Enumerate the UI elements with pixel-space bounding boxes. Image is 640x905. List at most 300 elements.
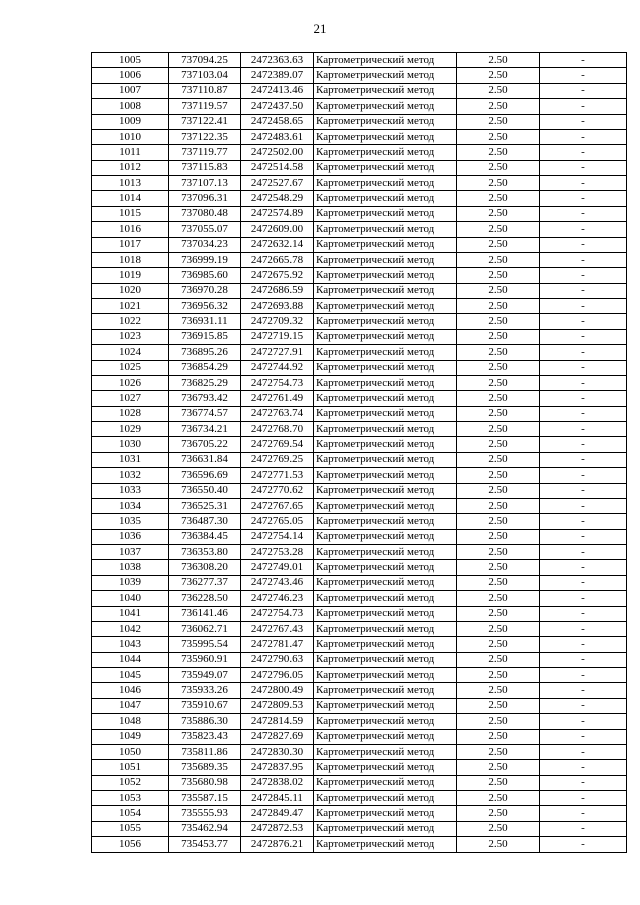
table-row bbox=[92, 514, 627, 529]
point-number-cell: 1021 bbox=[92, 299, 169, 314]
note-cell: - bbox=[540, 591, 627, 606]
accuracy-cell: 2.50 bbox=[457, 329, 540, 344]
y-coordinate-cell: 2472665.78 bbox=[241, 252, 314, 267]
note-cell: - bbox=[540, 560, 627, 575]
table-row bbox=[92, 591, 627, 606]
note-cell: - bbox=[540, 483, 627, 498]
accuracy-cell: 2.50 bbox=[457, 668, 540, 683]
table-row bbox=[92, 252, 627, 267]
accuracy-cell: 2.50 bbox=[457, 760, 540, 775]
table-row bbox=[92, 375, 627, 390]
note-cell: - bbox=[540, 129, 627, 144]
y-coordinate-cell: 2472770.62 bbox=[241, 483, 314, 498]
accuracy-cell: 2.50 bbox=[457, 545, 540, 560]
point-number-cell: 1047 bbox=[92, 698, 169, 713]
table-row bbox=[92, 237, 627, 252]
y-coordinate-cell: 2472693.88 bbox=[241, 299, 314, 314]
point-number-cell: 1044 bbox=[92, 652, 169, 667]
note-cell: - bbox=[540, 714, 627, 729]
point-number-cell: 1013 bbox=[92, 176, 169, 191]
note-cell: - bbox=[540, 191, 627, 206]
method-cell: Картометрический метод bbox=[314, 575, 457, 590]
y-coordinate-cell: 2472514.58 bbox=[241, 160, 314, 175]
accuracy-cell: 2.50 bbox=[457, 637, 540, 652]
x-coordinate-cell: 736141.46 bbox=[169, 606, 241, 621]
y-coordinate-cell: 2472632.14 bbox=[241, 237, 314, 252]
x-coordinate-cell: 736793.42 bbox=[169, 391, 241, 406]
accuracy-cell: 2.50 bbox=[457, 299, 540, 314]
note-cell: - bbox=[540, 391, 627, 406]
y-coordinate-cell: 2472761.49 bbox=[241, 391, 314, 406]
accuracy-cell: 2.50 bbox=[457, 837, 540, 852]
point-number-cell: 1041 bbox=[92, 606, 169, 621]
accuracy-cell: 2.50 bbox=[457, 360, 540, 375]
table-row bbox=[92, 545, 627, 560]
note-cell: - bbox=[540, 222, 627, 237]
y-coordinate-cell: 2472502.00 bbox=[241, 145, 314, 160]
method-cell: Картометрический метод bbox=[314, 837, 457, 852]
table-row bbox=[92, 222, 627, 237]
table-row bbox=[92, 83, 627, 98]
x-coordinate-cell: 735555.93 bbox=[169, 806, 241, 821]
y-coordinate-cell: 2472548.29 bbox=[241, 191, 314, 206]
x-coordinate-cell: 736774.57 bbox=[169, 406, 241, 421]
x-coordinate-cell: 737107.13 bbox=[169, 176, 241, 191]
method-cell: Картометрический метод bbox=[314, 222, 457, 237]
note-cell: - bbox=[540, 729, 627, 744]
y-coordinate-cell: 2472754.73 bbox=[241, 606, 314, 621]
y-coordinate-cell: 2472527.67 bbox=[241, 176, 314, 191]
y-coordinate-cell: 2472769.25 bbox=[241, 452, 314, 467]
x-coordinate-cell: 736550.40 bbox=[169, 483, 241, 498]
point-number-cell: 1010 bbox=[92, 129, 169, 144]
x-coordinate-cell: 736854.29 bbox=[169, 360, 241, 375]
method-cell: Картометрический метод bbox=[314, 283, 457, 298]
point-number-cell: 1032 bbox=[92, 468, 169, 483]
method-cell: Картометрический метод bbox=[314, 191, 457, 206]
x-coordinate-cell: 737080.48 bbox=[169, 206, 241, 221]
method-cell: Картометрический метод bbox=[314, 252, 457, 267]
table-row bbox=[92, 452, 627, 467]
x-coordinate-cell: 737096.31 bbox=[169, 191, 241, 206]
table-row bbox=[92, 560, 627, 575]
table-row bbox=[92, 176, 627, 191]
accuracy-cell: 2.50 bbox=[457, 53, 540, 68]
y-coordinate-cell: 2472790.63 bbox=[241, 652, 314, 667]
table-row bbox=[92, 268, 627, 283]
note-cell: - bbox=[540, 529, 627, 544]
y-coordinate-cell: 2472743.46 bbox=[241, 575, 314, 590]
method-cell: Картометрический метод bbox=[314, 406, 457, 421]
x-coordinate-cell: 736596.69 bbox=[169, 468, 241, 483]
x-coordinate-cell: 735910.67 bbox=[169, 698, 241, 713]
point-number-cell: 1038 bbox=[92, 560, 169, 575]
y-coordinate-cell: 2472771.53 bbox=[241, 468, 314, 483]
note-cell: - bbox=[540, 452, 627, 467]
note-cell: - bbox=[540, 468, 627, 483]
x-coordinate-cell: 736985.60 bbox=[169, 268, 241, 283]
method-cell: Картометрический метод bbox=[314, 53, 457, 68]
page-number: 21 bbox=[313, 21, 327, 36]
table-row bbox=[92, 145, 627, 160]
point-number-cell: 1035 bbox=[92, 514, 169, 529]
x-coordinate-cell: 736895.26 bbox=[169, 345, 241, 360]
table-row bbox=[92, 345, 627, 360]
x-coordinate-cell: 737119.77 bbox=[169, 145, 241, 160]
accuracy-cell: 2.50 bbox=[457, 268, 540, 283]
table-row bbox=[92, 821, 627, 836]
y-coordinate-cell: 2472800.49 bbox=[241, 683, 314, 698]
accuracy-cell: 2.50 bbox=[457, 621, 540, 636]
note-cell: - bbox=[540, 176, 627, 191]
table-row bbox=[92, 729, 627, 744]
table-row bbox=[92, 360, 627, 375]
y-coordinate-cell: 2472769.54 bbox=[241, 437, 314, 452]
note-cell: - bbox=[540, 437, 627, 452]
x-coordinate-cell: 736734.21 bbox=[169, 422, 241, 437]
point-number-cell: 1033 bbox=[92, 483, 169, 498]
y-coordinate-cell: 2472765.05 bbox=[241, 514, 314, 529]
x-coordinate-cell: 735995.54 bbox=[169, 637, 241, 652]
y-coordinate-cell: 2472709.32 bbox=[241, 314, 314, 329]
note-cell: - bbox=[540, 652, 627, 667]
method-cell: Картометрический метод bbox=[314, 560, 457, 575]
x-coordinate-cell: 736487.30 bbox=[169, 514, 241, 529]
table-row bbox=[92, 329, 627, 344]
x-coordinate-cell: 735680.98 bbox=[169, 775, 241, 790]
table-row bbox=[92, 637, 627, 652]
note-cell: - bbox=[540, 698, 627, 713]
table-row bbox=[92, 68, 627, 83]
note-cell: - bbox=[540, 145, 627, 160]
method-cell: Картометрический метод bbox=[314, 68, 457, 83]
accuracy-cell: 2.50 bbox=[457, 821, 540, 836]
method-cell: Картометрический метод bbox=[314, 114, 457, 129]
point-number-cell: 1017 bbox=[92, 237, 169, 252]
note-cell: - bbox=[540, 821, 627, 836]
x-coordinate-cell: 736970.28 bbox=[169, 283, 241, 298]
x-coordinate-cell: 736384.45 bbox=[169, 529, 241, 544]
point-number-cell: 1012 bbox=[92, 160, 169, 175]
method-cell: Картометрический метод bbox=[314, 452, 457, 467]
accuracy-cell: 2.50 bbox=[457, 452, 540, 467]
note-cell: - bbox=[540, 314, 627, 329]
y-coordinate-cell: 2472675.92 bbox=[241, 268, 314, 283]
method-cell: Картометрический метод bbox=[314, 775, 457, 790]
x-coordinate-cell: 737115.83 bbox=[169, 160, 241, 175]
point-number-cell: 1048 bbox=[92, 714, 169, 729]
note-cell: - bbox=[540, 498, 627, 513]
method-cell: Картометрический метод bbox=[314, 391, 457, 406]
table-row bbox=[92, 498, 627, 513]
y-coordinate-cell: 2472830.30 bbox=[241, 744, 314, 759]
method-cell: Картометрический метод bbox=[314, 437, 457, 452]
table-row bbox=[92, 283, 627, 298]
point-number-cell: 1009 bbox=[92, 114, 169, 129]
y-coordinate-cell: 2472872.53 bbox=[241, 821, 314, 836]
x-coordinate-cell: 736353.80 bbox=[169, 545, 241, 560]
accuracy-cell: 2.50 bbox=[457, 160, 540, 175]
y-coordinate-cell: 2472845.11 bbox=[241, 791, 314, 806]
note-cell: - bbox=[540, 268, 627, 283]
point-number-cell: 1028 bbox=[92, 406, 169, 421]
method-cell: Картометрический метод bbox=[314, 329, 457, 344]
method-cell: Картометрический метод bbox=[314, 698, 457, 713]
y-coordinate-cell: 2472781.47 bbox=[241, 637, 314, 652]
point-number-cell: 1005 bbox=[92, 53, 169, 68]
method-cell: Картометрический метод bbox=[314, 129, 457, 144]
point-number-cell: 1024 bbox=[92, 345, 169, 360]
point-number-cell: 1036 bbox=[92, 529, 169, 544]
point-number-cell: 1045 bbox=[92, 668, 169, 683]
table-row bbox=[92, 575, 627, 590]
note-cell: - bbox=[540, 637, 627, 652]
y-coordinate-cell: 2472746.23 bbox=[241, 591, 314, 606]
point-number-cell: 1053 bbox=[92, 791, 169, 806]
x-coordinate-cell: 736631.84 bbox=[169, 452, 241, 467]
table-row bbox=[92, 314, 627, 329]
point-number-cell: 1030 bbox=[92, 437, 169, 452]
table-row bbox=[92, 437, 627, 452]
method-cell: Картометрический метод bbox=[314, 375, 457, 390]
point-number-cell: 1025 bbox=[92, 360, 169, 375]
note-cell: - bbox=[540, 575, 627, 590]
x-coordinate-cell: 735811.86 bbox=[169, 744, 241, 759]
x-coordinate-cell: 737119.57 bbox=[169, 99, 241, 114]
y-coordinate-cell: 2472767.43 bbox=[241, 621, 314, 636]
table-row bbox=[92, 53, 627, 68]
x-coordinate-cell: 736525.31 bbox=[169, 498, 241, 513]
accuracy-cell: 2.50 bbox=[457, 68, 540, 83]
note-cell: - bbox=[540, 422, 627, 437]
accuracy-cell: 2.50 bbox=[457, 591, 540, 606]
accuracy-cell: 2.50 bbox=[457, 83, 540, 98]
accuracy-cell: 2.50 bbox=[457, 729, 540, 744]
method-cell: Картометрический метод bbox=[314, 176, 457, 191]
note-cell: - bbox=[540, 791, 627, 806]
accuracy-cell: 2.50 bbox=[457, 606, 540, 621]
x-coordinate-cell: 737055.07 bbox=[169, 222, 241, 237]
y-coordinate-cell: 2472389.07 bbox=[241, 68, 314, 83]
accuracy-cell: 2.50 bbox=[457, 560, 540, 575]
method-cell: Картометрический метод bbox=[314, 529, 457, 544]
point-number-cell: 1026 bbox=[92, 375, 169, 390]
note-cell: - bbox=[540, 83, 627, 98]
y-coordinate-cell: 2472754.73 bbox=[241, 375, 314, 390]
note-cell: - bbox=[540, 283, 627, 298]
y-coordinate-cell: 2472814.59 bbox=[241, 714, 314, 729]
x-coordinate-cell: 736705.22 bbox=[169, 437, 241, 452]
note-cell: - bbox=[540, 775, 627, 790]
accuracy-cell: 2.50 bbox=[457, 652, 540, 667]
x-coordinate-cell: 737110.87 bbox=[169, 83, 241, 98]
accuracy-cell: 2.50 bbox=[457, 176, 540, 191]
table-row bbox=[92, 406, 627, 421]
accuracy-cell: 2.50 bbox=[457, 283, 540, 298]
y-coordinate-cell: 2472753.28 bbox=[241, 545, 314, 560]
table-row bbox=[92, 714, 627, 729]
method-cell: Картометрический метод bbox=[314, 714, 457, 729]
y-coordinate-cell: 2472767.65 bbox=[241, 498, 314, 513]
note-cell: - bbox=[540, 606, 627, 621]
y-coordinate-cell: 2472796.05 bbox=[241, 668, 314, 683]
y-coordinate-cell: 2472437.50 bbox=[241, 99, 314, 114]
x-coordinate-cell: 736062.71 bbox=[169, 621, 241, 636]
y-coordinate-cell: 2472876.21 bbox=[241, 837, 314, 852]
x-coordinate-cell: 735960.91 bbox=[169, 652, 241, 667]
accuracy-cell: 2.50 bbox=[457, 744, 540, 759]
accuracy-cell: 2.50 bbox=[457, 314, 540, 329]
table-row bbox=[92, 99, 627, 114]
accuracy-cell: 2.50 bbox=[457, 237, 540, 252]
point-number-cell: 1043 bbox=[92, 637, 169, 652]
x-coordinate-cell: 735462.94 bbox=[169, 821, 241, 836]
table-row bbox=[92, 652, 627, 667]
x-coordinate-cell: 737034.23 bbox=[169, 237, 241, 252]
note-cell: - bbox=[540, 68, 627, 83]
method-cell: Картометрический метод bbox=[314, 237, 457, 252]
coordinates-table bbox=[91, 52, 627, 853]
table-row bbox=[92, 744, 627, 759]
method-cell: Картометрический метод bbox=[314, 514, 457, 529]
point-number-cell: 1016 bbox=[92, 222, 169, 237]
method-cell: Картометрический метод bbox=[314, 360, 457, 375]
point-number-cell: 1042 bbox=[92, 621, 169, 636]
note-cell: - bbox=[540, 375, 627, 390]
point-number-cell: 1008 bbox=[92, 99, 169, 114]
method-cell: Картометрический метод bbox=[314, 683, 457, 698]
point-number-cell: 1049 bbox=[92, 729, 169, 744]
method-cell: Картометрический метод bbox=[314, 637, 457, 652]
y-coordinate-cell: 2472837.95 bbox=[241, 760, 314, 775]
accuracy-cell: 2.50 bbox=[457, 791, 540, 806]
point-number-cell: 1054 bbox=[92, 806, 169, 821]
x-coordinate-cell: 737094.25 bbox=[169, 53, 241, 68]
method-cell: Картометрический метод bbox=[314, 498, 457, 513]
note-cell: - bbox=[540, 806, 627, 821]
table-row bbox=[92, 114, 627, 129]
x-coordinate-cell: 735886.30 bbox=[169, 714, 241, 729]
accuracy-cell: 2.50 bbox=[457, 468, 540, 483]
point-number-cell: 1015 bbox=[92, 206, 169, 221]
method-cell: Картометрический метод bbox=[314, 652, 457, 667]
accuracy-cell: 2.50 bbox=[457, 114, 540, 129]
y-coordinate-cell: 2472458.65 bbox=[241, 114, 314, 129]
point-number-cell: 1039 bbox=[92, 575, 169, 590]
method-cell: Картометрический метод bbox=[314, 606, 457, 621]
point-number-cell: 1052 bbox=[92, 775, 169, 790]
method-cell: Картометрический метод bbox=[314, 299, 457, 314]
table-row bbox=[92, 422, 627, 437]
accuracy-cell: 2.50 bbox=[457, 422, 540, 437]
table-row bbox=[92, 683, 627, 698]
method-cell: Картометрический метод bbox=[314, 83, 457, 98]
accuracy-cell: 2.50 bbox=[457, 391, 540, 406]
table-row bbox=[92, 129, 627, 144]
accuracy-cell: 2.50 bbox=[457, 345, 540, 360]
note-cell: - bbox=[540, 668, 627, 683]
method-cell: Картометрический метод bbox=[314, 821, 457, 836]
method-cell: Картометрический метод bbox=[314, 760, 457, 775]
point-number-cell: 1046 bbox=[92, 683, 169, 698]
method-cell: Картометрический метод bbox=[314, 483, 457, 498]
method-cell: Картометрический метод bbox=[314, 668, 457, 683]
method-cell: Картометрический метод bbox=[314, 791, 457, 806]
table-row bbox=[92, 483, 627, 498]
note-cell: - bbox=[540, 329, 627, 344]
point-number-cell: 1056 bbox=[92, 837, 169, 852]
point-number-cell: 1018 bbox=[92, 252, 169, 267]
y-coordinate-cell: 2472763.74 bbox=[241, 406, 314, 421]
x-coordinate-cell: 737122.35 bbox=[169, 129, 241, 144]
y-coordinate-cell: 2472727.91 bbox=[241, 345, 314, 360]
accuracy-cell: 2.50 bbox=[457, 206, 540, 221]
point-number-cell: 1007 bbox=[92, 83, 169, 98]
x-coordinate-cell: 735933.26 bbox=[169, 683, 241, 698]
method-cell: Картометрический метод bbox=[314, 314, 457, 329]
accuracy-cell: 2.50 bbox=[457, 775, 540, 790]
y-coordinate-cell: 2472609.00 bbox=[241, 222, 314, 237]
accuracy-cell: 2.50 bbox=[457, 806, 540, 821]
table-row bbox=[92, 775, 627, 790]
method-cell: Картометрический метод bbox=[314, 345, 457, 360]
method-cell: Картометрический метод bbox=[314, 468, 457, 483]
accuracy-cell: 2.50 bbox=[457, 529, 540, 544]
point-number-cell: 1019 bbox=[92, 268, 169, 283]
x-coordinate-cell: 735689.35 bbox=[169, 760, 241, 775]
y-coordinate-cell: 2472849.47 bbox=[241, 806, 314, 821]
x-coordinate-cell: 736277.37 bbox=[169, 575, 241, 590]
y-coordinate-cell: 2472749.01 bbox=[241, 560, 314, 575]
note-cell: - bbox=[540, 760, 627, 775]
x-coordinate-cell: 736999.19 bbox=[169, 252, 241, 267]
y-coordinate-cell: 2472827.69 bbox=[241, 729, 314, 744]
note-cell: - bbox=[540, 360, 627, 375]
method-cell: Картометрический метод bbox=[314, 422, 457, 437]
table-row bbox=[92, 468, 627, 483]
method-cell: Картометрический метод bbox=[314, 621, 457, 636]
note-cell: - bbox=[540, 252, 627, 267]
method-cell: Картометрический метод bbox=[314, 545, 457, 560]
note-cell: - bbox=[540, 206, 627, 221]
point-number-cell: 1022 bbox=[92, 314, 169, 329]
x-coordinate-cell: 736228.50 bbox=[169, 591, 241, 606]
table-row bbox=[92, 837, 627, 852]
point-number-cell: 1037 bbox=[92, 545, 169, 560]
x-coordinate-cell: 735587.15 bbox=[169, 791, 241, 806]
note-cell: - bbox=[540, 545, 627, 560]
x-coordinate-cell: 737103.04 bbox=[169, 68, 241, 83]
note-cell: - bbox=[540, 406, 627, 421]
accuracy-cell: 2.50 bbox=[457, 406, 540, 421]
y-coordinate-cell: 2472744.92 bbox=[241, 360, 314, 375]
note-cell: - bbox=[540, 744, 627, 759]
accuracy-cell: 2.50 bbox=[457, 191, 540, 206]
note-cell: - bbox=[540, 99, 627, 114]
method-cell: Картометрический метод bbox=[314, 591, 457, 606]
coordinates-table-body bbox=[92, 53, 627, 853]
accuracy-cell: 2.50 bbox=[457, 683, 540, 698]
note-cell: - bbox=[540, 514, 627, 529]
table-row bbox=[92, 391, 627, 406]
method-cell: Картометрический метод bbox=[314, 99, 457, 114]
method-cell: Картометрический метод bbox=[314, 145, 457, 160]
accuracy-cell: 2.50 bbox=[457, 575, 540, 590]
point-number-cell: 1006 bbox=[92, 68, 169, 83]
x-coordinate-cell: 736915.85 bbox=[169, 329, 241, 344]
table-row bbox=[92, 299, 627, 314]
x-coordinate-cell: 736308.20 bbox=[169, 560, 241, 575]
